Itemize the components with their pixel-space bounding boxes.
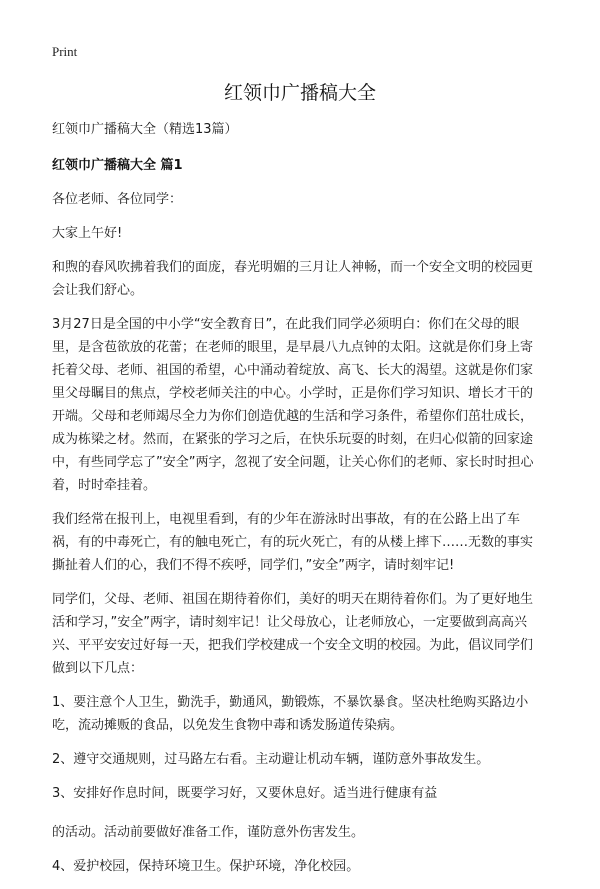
paragraph-call-to-action: 同学们，父母、老师、祖国在期待着你们，美好的明天在期待着你们。为了更好地生活和学习，”安全”两字，请时刻牢记！让父母放心，让老师放心，一定要做到高高兴兴、平平安安过好每一天，把我们学校建成一个安全文明的校园。为此，倡议同学们做到以下几点： [52, 592, 534, 676]
list-item-traffic: 2、遵守交通规则，过马路左右看。主动避让机动车辆，谨防意外事故发生。 [52, 752, 490, 767]
paragraph-safety-day: 3月27日是全国的中小学“安全教育日”，在此我们同学必须明白：你们在父母的眼里，是含苞欲放的花蕾；在老师的眼里，是早晨八九点钟的太阳。这就是你们身上寄托着父母、老师、祖国的希望，心中涌动着绽放、高飞、长大的渴望。这就是你们家里父母瞩目的焦点，学校老师关注的中心。小学时，正是你们学习知识、增长才干的开端。父母和老师竭尽全力为你们创造优越的生活和学习条件，希望你们茁壮成长，成为栋梁之材。然而，在紧张的学习之后，在快乐玩耍的时刻，在归心似箭的回家途中，有些同学忘了”安全”两字，忽视了安全问题，让关心你们的老师、家长时时担心着，时时牵挂着。 [52, 317, 534, 493]
paragraph-spring: 和煦的春风吹拂着我们的面庞，春光明媚的三月让人神畅，而一个安全文明的校园更会让我们舒心。 [52, 260, 534, 298]
page-title: 红领巾广播稿大全 [223, 82, 376, 104]
list-item-schedule-continued: 的活动。活动前要做好准备工作，谨防意外伤害发生。 [52, 825, 365, 840]
list-item-campus: 4、爱护校园，保持环境卫生。保护环境，净化校园。 [52, 859, 360, 874]
section-heading: 红领巾广播稿大全 篇1 [52, 158, 183, 173]
article-body [52, 118, 538, 889]
print-link[interactable]: Print [52, 44, 78, 59]
paragraph-accidents: 我们经常在报刊上，电视里看到，有的少年在游泳时出事故，有的在公路上出了车祸，有的中毒死亡，有的触电死亡，有的玩火死亡，有的从楼上摔下……无数的事实撕扯着人们的心，我们不得不疾呼，同学们，”安全”两字，请时刻牢记! [52, 512, 534, 573]
paragraph-morning: 大家上午好! [52, 226, 123, 241]
article-subtitle: 红领巾广播稿大全（精选13篇） [52, 122, 238, 137]
paragraph-greeting: 各位老师、各位同学： [52, 192, 183, 207]
list-item-hygiene: 1、要注意个人卫生，勤洗手，勤通风，勤锻炼，不暴饮暴食。坚决杜绝购买路边小吃，流动摊贩的食品，以免发生食物中毒和诱发肠道传染病。 [52, 695, 529, 733]
list-item-schedule: 3、安排好作息时间，既要学习好，又要休息好。适当进行健康有益 [52, 786, 438, 801]
